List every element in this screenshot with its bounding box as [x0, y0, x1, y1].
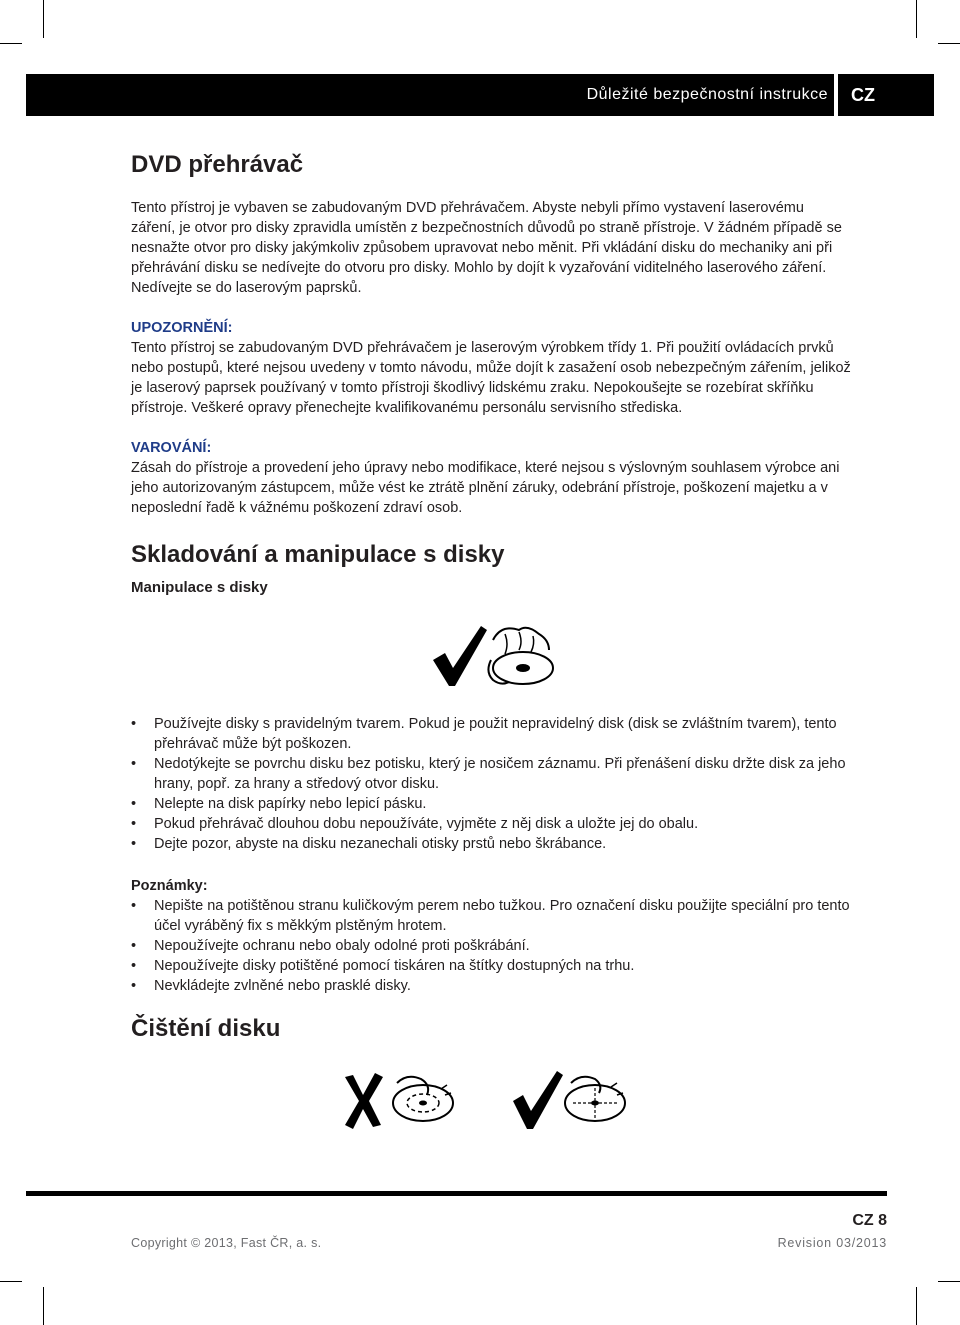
header-title: Důležité bezpečnostní instrukce [586, 86, 828, 103]
caution-label: UPOZORNĚNÍ: [131, 320, 233, 336]
header-bar [26, 74, 934, 116]
header-divider [834, 74, 838, 116]
disc-cleaning-figure [131, 1044, 851, 1154]
caution-paragraph: Tento přístroj se zabudovaným DVD přehrávačem je laserovým výrobkem třídy 1. Při použití ovládacích prvků nebo postupů, které nejsou uvedeny v tomto návodu, může dojít k zasažení osob nebezpečným zářením, jelikož je laserový paprsek používaný v tomto přístroji škodlivý lidskému zraku. Nepokoušejte se rozebírat skříňku přístroje. Veškeré opravy přenechejte kvalifikovanému personálu servisního střediska. [131, 340, 851, 416]
crop-mark [938, 43, 960, 44]
list-item: • Dejte pozor, abyste na disku nezanechali otisky prstů nebo škrábance. [131, 834, 851, 854]
list-item: • Používejte disky s pravidelným tvarem. Pokud je použit nepravidelný disk (disk se zvláštním tvarem), tento přehrávač může být poškozen. [131, 714, 851, 754]
radial-wiping-checkmark-icon [511, 1067, 631, 1131]
circular-wiping-cross-icon [341, 1067, 461, 1131]
disc-handling-figure [131, 598, 851, 714]
crop-mark [916, 1287, 917, 1325]
list-item: • Nepoužívejte ochranu nebo obaly odolné proti poškrábání. [131, 936, 851, 956]
warning-label: VAROVÁNÍ: [131, 440, 212, 456]
storage-section-heading: Skladování a manipulace s disky [131, 541, 505, 568]
revision-text: Revision 03/2013 [777, 1236, 887, 1250]
page-number: CZ 8 [852, 1212, 887, 1229]
hand-holding-disc-checkmark-icon [431, 620, 561, 692]
footer-rule [26, 1191, 887, 1196]
header-language-badge: CZ [851, 85, 875, 105]
notes-bullet-list [131, 896, 851, 996]
notes-label: Poznámky: [131, 878, 208, 894]
list-item: • Nepoužívejte disky potištěné pomocí tiskáren na štítky dostupných na trhu. [131, 956, 851, 976]
page-content [131, 150, 851, 1154]
dvd-section-heading: DVD přehrávač [131, 151, 304, 178]
list-item: • Nevkládejte zvlněné nebo prasklé disky. [131, 976, 851, 996]
list-item: • Nepište na potištěnou stranu kuličkovým perem nebo tužkou. Pro označení disku použijte speciální pro tento účel vyráběný fix s měkkým plstěným hrotem. [131, 896, 851, 936]
crop-mark [43, 1287, 44, 1325]
crop-mark [916, 0, 917, 38]
list-item: • Pokud přehrávač dlouhou dobu nepoužíváte, vyjměte z něj disk a uložte jej do obalu. [131, 814, 851, 834]
warning-paragraph: Zásah do přístroje a provedení jeho úpravy nebo modifikace, které nejsou s výslovným souhlasem výrobce ani jeho autorizovaným zástupcem, může vést ke ztrátě plnění záruky, odebrání přístroje, poškození majetku a v neposlední řadě k vážnému poškození zdraví osob. [131, 460, 840, 516]
handling-bullet-list [131, 714, 851, 854]
list-item: • Nedotýkejte se povrchu disku bez potisku, který je nosičem záznamu. Při přenášení disku držte disk za jeho hrany, popř. za hrany a středový otvor disku. [131, 754, 851, 794]
list-item: • Nelepte na disk papírky nebo lepicí pásku. [131, 794, 851, 814]
cleaning-section-heading: Čištění disku [131, 1015, 281, 1042]
crop-mark [0, 1281, 22, 1282]
handling-subheading: Manipulace s disky [131, 579, 268, 596]
crop-mark [0, 43, 22, 44]
dvd-intro-paragraph: Tento přístroj je vybaven se zabudovaným DVD přehrávačem. Abyste nebyli přímo vystavení laserovému záření, je otvor pro disky zpravidla umístěn z bezpečnostních důvodů po straně přístroje. V žádném případě se nesnažte otvor pro disky jakýmkoliv způsobem upravovat nebo měnit. Při vkládání disku do mechaniky ani při přehrávání disku se nedívejte do otvoru pro disky. Mohlo by dojít k vyzařování viditelného laserového záření. Nedívejte se do laserovým paprsků. [131, 200, 842, 296]
crop-mark [43, 0, 44, 38]
crop-mark [938, 1281, 960, 1282]
copyright-text: Copyright © 2013, Fast ČR, a. s. [131, 1236, 322, 1250]
